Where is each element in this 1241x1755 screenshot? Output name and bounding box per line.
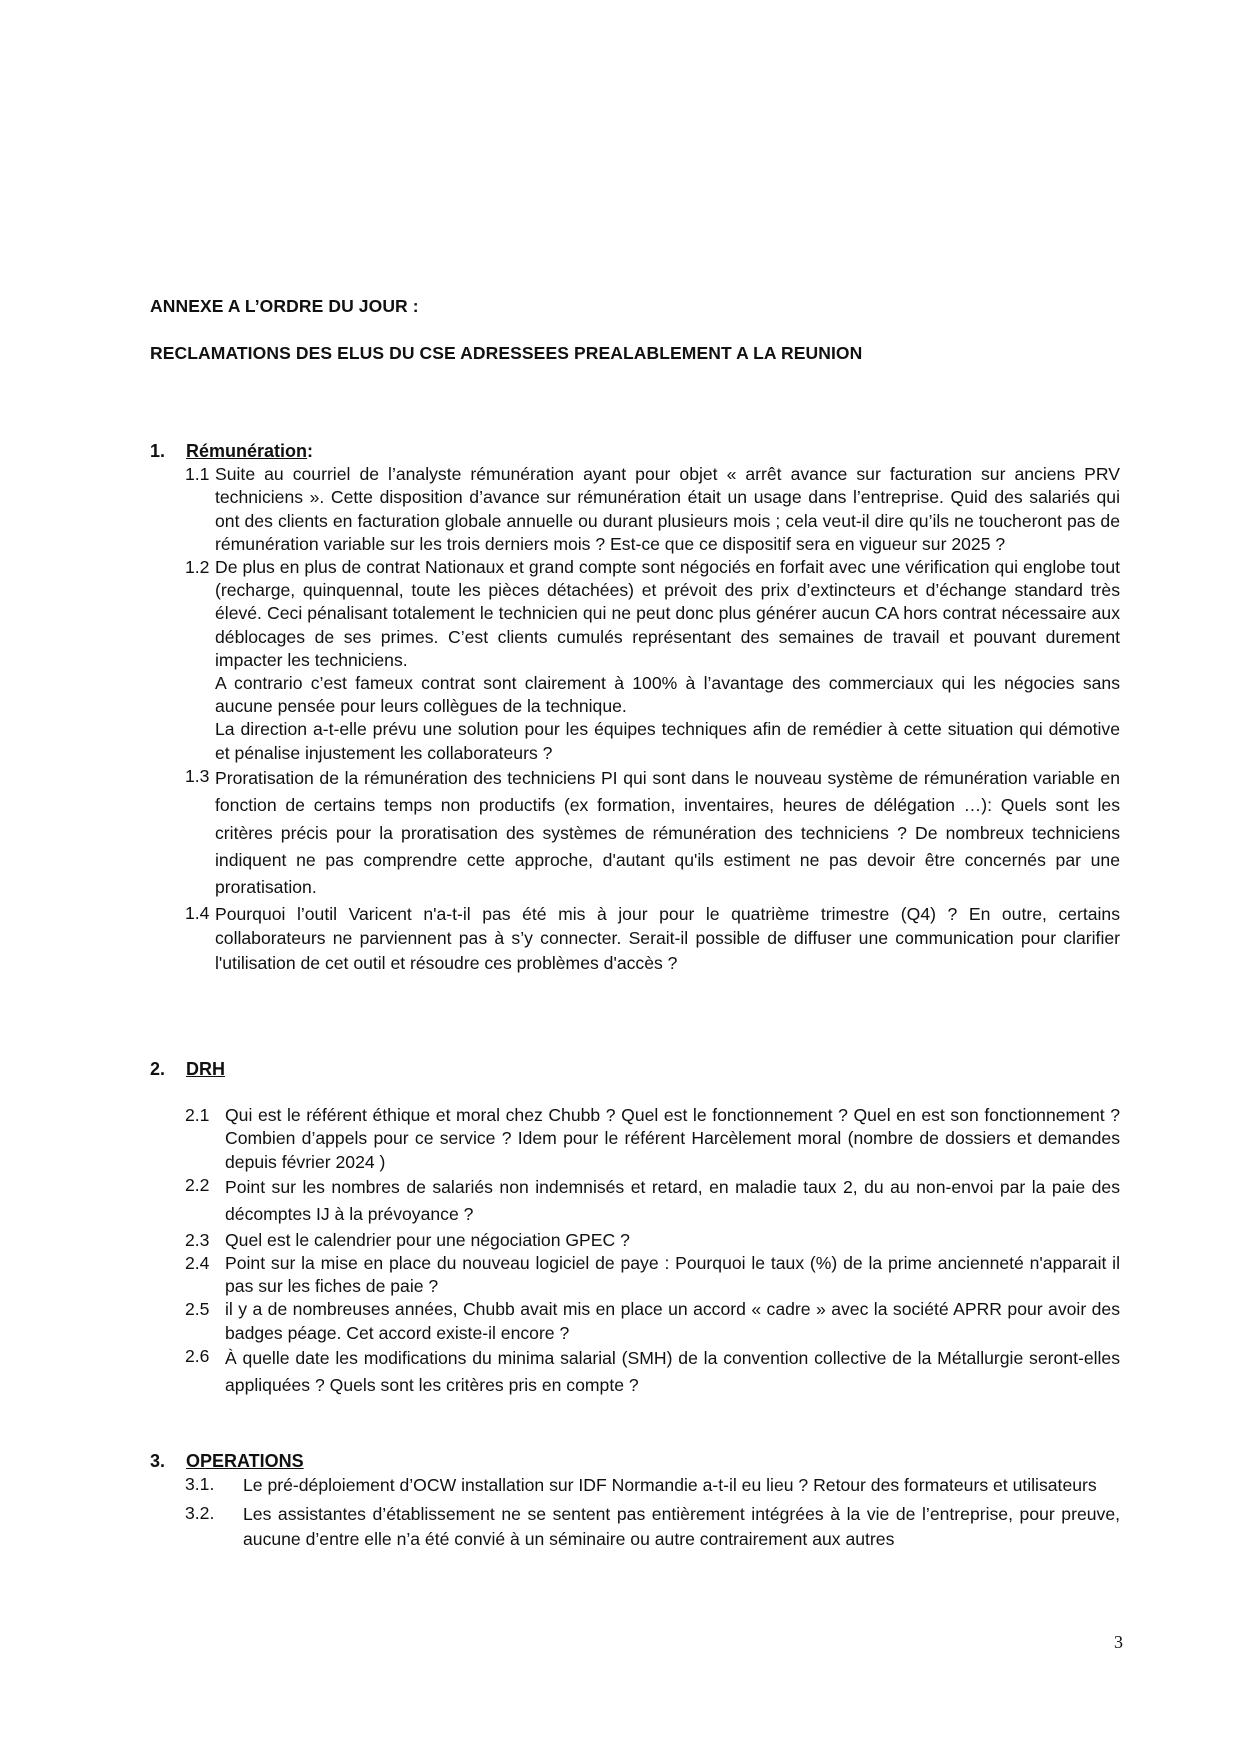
item-text: À quelle date les modifications du minima salarial (SMH) de la convention collective de la Métallurgie seront-elles appliquées ? Quels sont les critères pris en compte ? bbox=[225, 1347, 1120, 1396]
item-number: 2.4 bbox=[185, 1253, 210, 1274]
section-title: DRH bbox=[186, 1059, 225, 1079]
item-number: 2.5 bbox=[185, 1299, 210, 1320]
item-text: Pourquoi l’outil Varicent n'a-t-il pas été mis à jour pour le quatrième trimestre (Q4) ? En outre, certains collaborateurs ne parviennent pas à s’y connecter. Serait-il possible de diffuser une communication pour clarifier l'utilisation de cet outil et résoudre ces problèmes d'accès ? bbox=[215, 903, 1120, 973]
item-text: Les assistantes d’établissement ne se sentent pas entièrement intégrées à la vie de l’entreprise, pour preuve, aucune d’entre elle n’a été convié à un séminaire ou autre contrairement aux autres bbox=[243, 1504, 1120, 1550]
section-drh bbox=[150, 1058, 1120, 1400]
list-item bbox=[185, 1229, 1120, 1252]
list-item bbox=[185, 463, 1120, 556]
page-number: 3 bbox=[1114, 1632, 1123, 1652]
list-item bbox=[185, 1345, 1120, 1400]
section-title-suffix: : bbox=[307, 441, 314, 461]
item-number: 3.2. bbox=[185, 1503, 215, 1524]
item-text: Proratisation de la rémunération des techniciens PI qui sont dans le nouveau système de rémunération variable en fonction de certains temps non productifs (ex formation, inventaires, heures de délégation …): Quels sont les critères précis pour la proratisation des systèmes de rémunération des techniciens ? De nombreux techniciens indiquent ne pas comprendre cette approche, d'autant qu'ils estiment ne pas devoir être concernés par une proratisation. bbox=[215, 767, 1120, 898]
item-text: il y a de nombreuses années, Chubb avait mis en place un accord « cadre » avec la société APRR pour avoir des badges péage. Cet accord existe-il encore ? bbox=[225, 1299, 1120, 1343]
list-item bbox=[185, 1473, 1120, 1498]
item-text: De plus en plus de contrat Nationaux et grand compte sont négociés en forfait avec une vérification qui englobe tout (recharge, quinquennal, toute les pièces détachées) et prévoit des prix d’extincteurs et d’échange standard très élevé. Ceci pénalisant totalement le technicien qui ne peut donc plus générer aucun CA hors contrat nécessaire aux déblocages de ses primes. C’est clients cumulés représentant des semaines de travail et pouvant durement impacter les techniciens. bbox=[215, 557, 1120, 670]
item-number: 2.2 bbox=[185, 1174, 210, 1195]
item-number: 1.3 bbox=[185, 765, 210, 786]
item-number: 2.1 bbox=[185, 1105, 210, 1126]
item-text: Point sur les nombres de salariés non indemnisés et retard, en maladie taux 2, du au non-envoi par la paie des décomptes IJ à la prévoyance ? bbox=[225, 1176, 1120, 1225]
item-number: 1.4 bbox=[185, 902, 210, 923]
section-remuneration bbox=[150, 440, 1120, 975]
list-item bbox=[185, 765, 1120, 902]
item-text: Suite au courriel de l’analyste rémunération ayant pour objet « arrêt avance sur facturation sur anciens PRV techniciens ». Cette disposition d’avance sur rémunération était un usage dans l’entreprise. Quid des salariés qui ont des clients en facturation globale annuelle ou durant plusieurs mois ; cela veut-il dire qu’ils ne toucheront pas de rémunération variable sur les trois derniers mois ? Est-ce que ce dispositif sera en vigueur sur 2025 ? bbox=[215, 464, 1120, 554]
item-number: 1.2 bbox=[185, 557, 210, 578]
document-subtitle: RECLAMATIONS DES ELUS DU CSE ADRESSEES PREALABLEMENT A LA REUNION bbox=[150, 343, 863, 363]
item-text: La direction a-t-elle prévu une solution pour les équipes techniques afin de remédier à cette situation qui démotive et pénalise injustement les collaborateurs ? bbox=[215, 719, 1120, 763]
item-number: 2.6 bbox=[185, 1345, 210, 1366]
item-number: 1.1 bbox=[185, 464, 210, 485]
item-number: 3.1. bbox=[185, 1474, 215, 1495]
item-number: 2.3 bbox=[185, 1229, 210, 1250]
list-item bbox=[185, 1174, 1120, 1229]
list-item bbox=[185, 902, 1120, 976]
annex-title: ANNEXE A L’ORDRE DU JOUR : bbox=[150, 296, 419, 316]
section-number: 1. bbox=[150, 441, 166, 461]
section-title: Rémunération bbox=[186, 441, 308, 461]
section-heading bbox=[150, 440, 1120, 463]
list-item bbox=[185, 1252, 1120, 1298]
section-heading bbox=[150, 1450, 1120, 1473]
section-operations bbox=[150, 1450, 1120, 1552]
section-number: 2. bbox=[150, 1059, 166, 1079]
item-text: Qui est le référent éthique et moral chez Chubb ? Quel est le fonctionnement ? Quel en est son fonctionnement ? Combien d’appels pour ce service ? Idem pour le référent Harcèlement moral (nombre de dossiers et demandes depuis février 2024 ) bbox=[225, 1105, 1120, 1172]
section-title: OPERATIONS bbox=[186, 1451, 304, 1471]
item-text: Quel est le calendrier pour une négociation GPEC ? bbox=[225, 1229, 630, 1250]
list-item bbox=[185, 1104, 1120, 1174]
list-item bbox=[185, 1502, 1120, 1552]
item-text: Point sur la mise en place du nouveau logiciel de paye : Pourquoi le taux (%) de la prime ancienneté n'apparait il pas sur les fiches de paie ? bbox=[225, 1253, 1120, 1297]
item-text: A contrario c’est fameux contrat sont clairement à 100% à l’avantage des commerciaux qui les négocies sans aucune pensée pour leurs collègues de la technique. bbox=[215, 673, 1120, 717]
section-number: 3. bbox=[150, 1451, 166, 1471]
section-heading bbox=[150, 1058, 1120, 1081]
list-item bbox=[185, 556, 1120, 765]
list-item bbox=[185, 1298, 1120, 1344]
item-text: Le pré-déploiement d’OCW installation sur IDF Normandie a-t-il eu lieu ? Retour des formateurs et utilisateurs bbox=[243, 1475, 1097, 1496]
